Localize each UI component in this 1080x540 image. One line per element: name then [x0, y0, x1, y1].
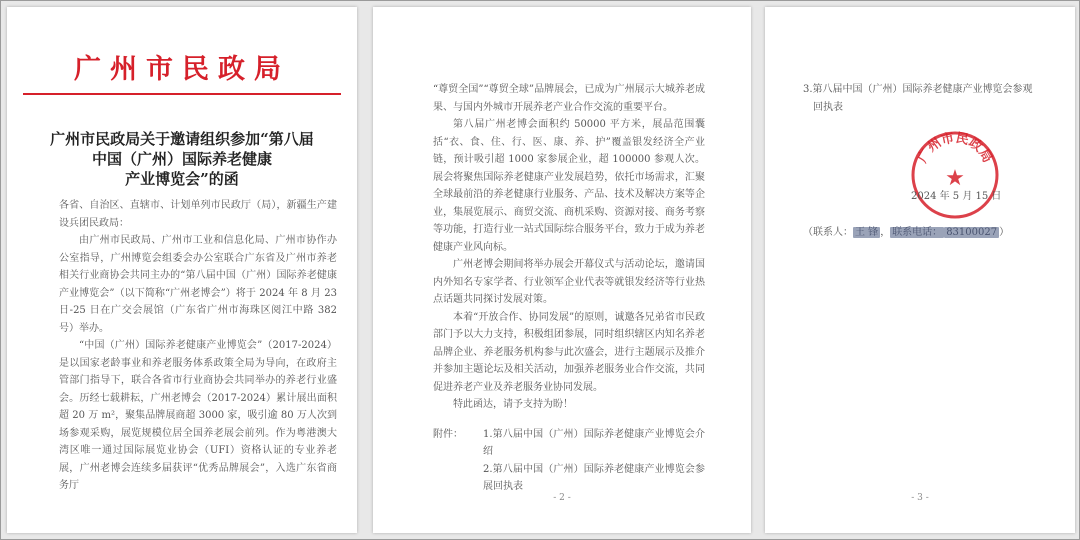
addressee: 各省、自治区、直辖市、计划单列市民政厅（局），新疆生产建设兵团民政局： — [59, 200, 337, 229]
seal-text: 广州市民政局 — [915, 130, 995, 166]
page-number: - 2 - — [553, 493, 571, 503]
paragraph: “中国（广州）国际养老健康产业博览会”（2017-2024）是以国家老龄事业和养老服务体系政策全局为导向，在政府主管部门指导下，联合各省市行业商协会共同举办的养老行业盛会。历经七载耕耘，广州老博会（2017-2024）累计展出面积超 20 万 m²，聚集品牌展商超 3000 家，吸引逾 80 万人次到场参观采购，展览规模位居全国养老展会前列。作为粤港澳大湾区唯一通过国际展览业协会（UFI）资格认证的专业养老展，广州老博会连续多届获评“优秀品牌展会”，入选广东省商务厅 — [59, 340, 337, 491]
attachment-text: 1.第八届中国（广州）国际养老健康产业博览会介绍 — [483, 428, 705, 457]
document-title — [47, 129, 317, 189]
page-2-body — [433, 81, 705, 496]
paragraph: 第八届广州老博会面积约 50000 平方米，展品范围囊括“衣、食、住、行、医、康、养、护”覆盖银发经济全产业链，预计吸引超 1000 家参展企业，超 100000 参观人次。展会将聚焦国际养老健康产业发展趋势，依托市场需求，汇聚全球最前沿的养老健康行业服务、产品、技术及解决方案等企业，集展览展示、商贸交流、商机采购、资源对接、商务考察等功能，打造行业一站式国际综合服务平台，致力于成为养老健康产业风向标。 — [433, 119, 705, 253]
official-seal-icon — [909, 129, 1001, 221]
title-line: 中国（广州）国际养老健康 — [91, 150, 272, 168]
attachments-list — [433, 426, 705, 496]
document-page-3 — [765, 7, 1075, 533]
document-page-1 — [7, 7, 357, 533]
contact-separator: ， — [880, 227, 891, 238]
attachment-item — [433, 426, 705, 461]
paragraph: 本着“开放合作、协同发展”的原则，诚邀各兄弟省市民政部门予以大力支持，积极组团参展，同时组织辖区内知名养老品牌企业、养老服务机构参与此次盛会，进行主题展示及推介并参加主题论坛及相关活动，加强养老服务业合作交流，共同促进养老产业及养老服务业协同发展。 — [433, 311, 705, 393]
signature-date: 2024 年 5 月 15 日 — [911, 191, 1002, 202]
attachment-text-continued: 回执表 — [813, 102, 843, 113]
page-number: - 3 - — [911, 493, 929, 503]
phone-number: 83100027 — [946, 227, 998, 238]
title-line: 广州市民政局关于邀请组织参加“第八届 — [50, 130, 314, 148]
paragraph: 特此函达，请予支持为盼！ — [453, 399, 573, 410]
contact-name: 王 锋 — [855, 227, 879, 238]
page-1-body — [59, 197, 337, 495]
contact-close: ） — [999, 227, 1010, 238]
phone-label: 联系电话： — [892, 227, 943, 238]
letterhead-divider — [23, 93, 341, 95]
paragraph: 由广州市民政局、广州市工业和信息化局、广州市协作办公室指导，广州博览会组委会办公室联合广东省及广州市养老相关行业商协会共同主办的“第八届中国（广州）国际养老健康产业博览会”（以下简称“广州老博会”）将于 2024 年 8 月 23 日-25 日在广交会展馆（广东省广州市海珠区阅江中路 382 号）举办。 — [59, 235, 337, 334]
paragraph: “尊贸全国”“尊贸全球”品牌展会，已成为广州展示大城养老成果、与国内外城市开展养老产业合作交流的重要平台。 — [433, 84, 705, 113]
paragraph: 广州老博会期间将举办展会开幕仪式与活动论坛，邀请国内外知名专家学者、行业领军企业代表等就银发经济等行业热点话题共同探讨发展对策。 — [433, 259, 705, 305]
title-line: 产业博览会”的函 — [125, 170, 239, 188]
contact-label: （联系人： — [803, 227, 853, 238]
attachment-item-3 — [803, 81, 1043, 117]
svg-text:广州市民政局 — [914, 130, 994, 166]
svg-text:★: ★ — [945, 166, 965, 191]
attachment-item: 2.第八届中国（广州）国际养老健康产业博览会参展回执表 — [483, 463, 705, 492]
attachment-text: 3.第八届中国（广州）国际养老健康产业博览会参观 — [803, 84, 1033, 95]
document-page-2 — [373, 7, 751, 533]
bureau-letterhead: 广州市民政局 — [74, 54, 290, 85]
attachment-lead: 附件： — [433, 428, 463, 440]
contact-line — [803, 223, 1009, 238]
